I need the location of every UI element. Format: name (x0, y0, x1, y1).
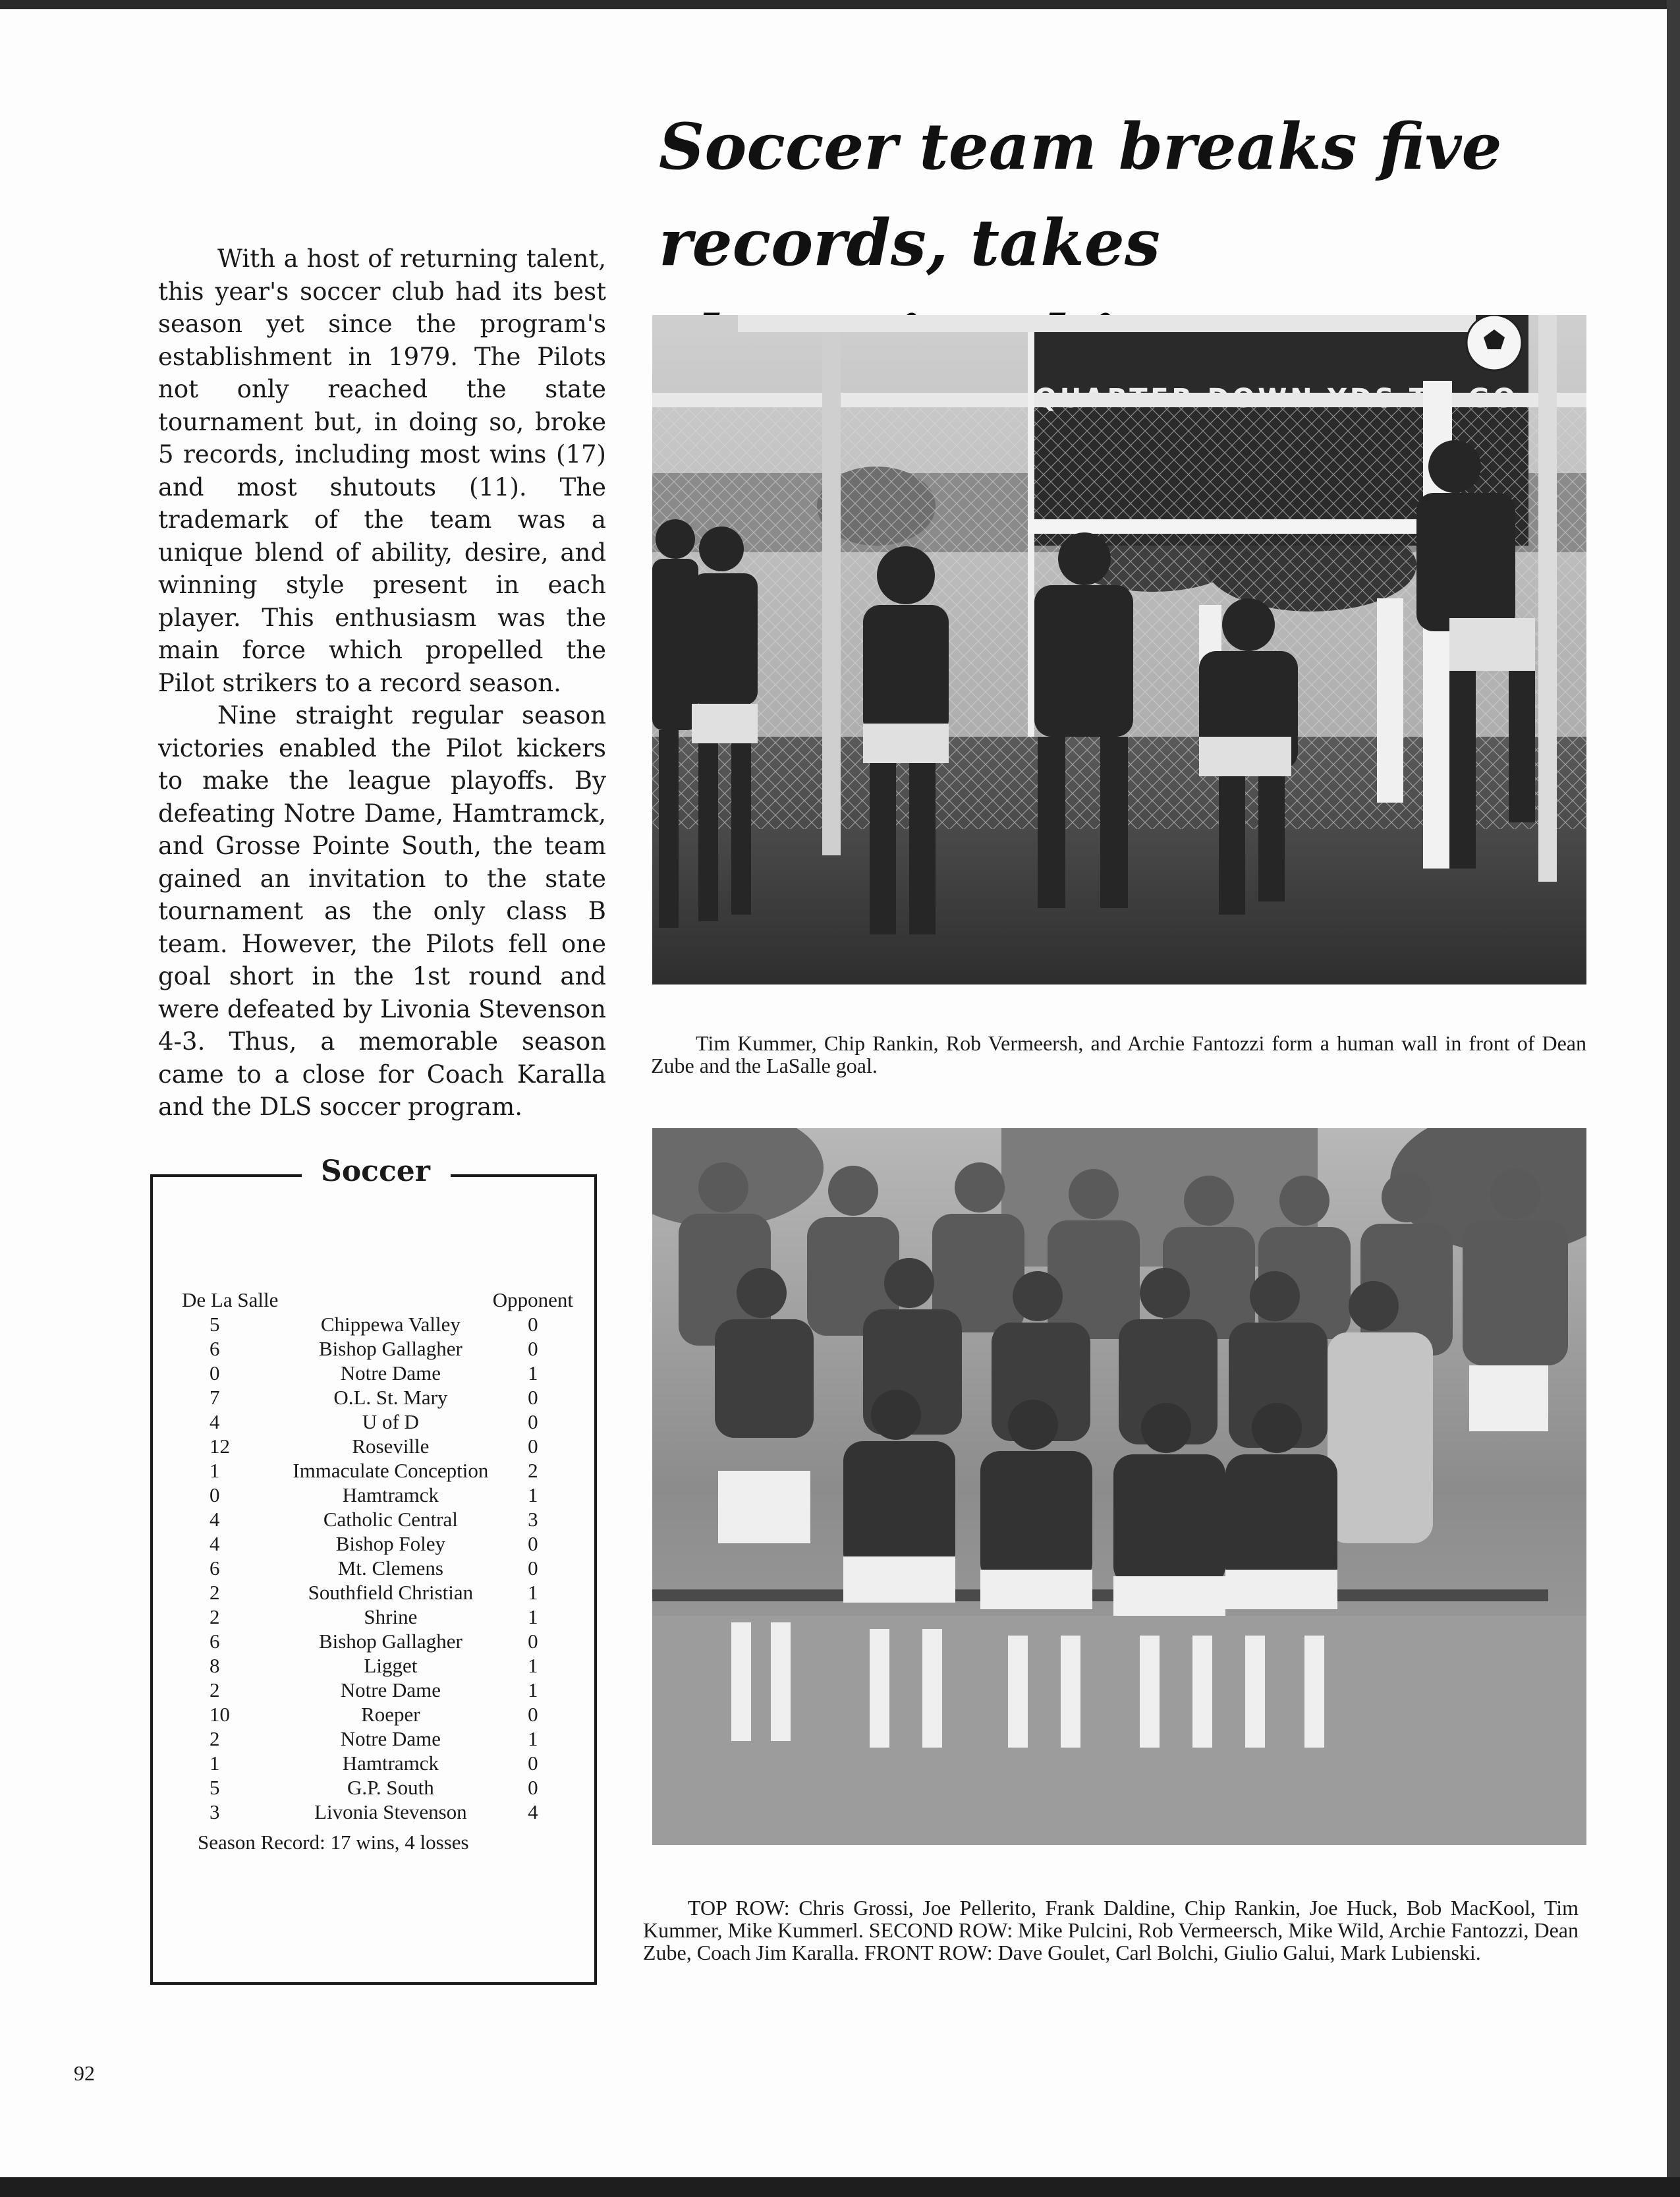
opponent-score: 1 (528, 1727, 538, 1750)
dls-score: 4 (210, 1410, 220, 1433)
dls-score: 6 (210, 1556, 220, 1580)
game-row (182, 1483, 573, 1507)
opponent-name: Livonia Stevenson (314, 1800, 467, 1823)
game-row (182, 1410, 573, 1434)
game-row (182, 1361, 573, 1385)
scan-edge-bottom (0, 2177, 1680, 2197)
dls-score: 2 (210, 1727, 220, 1750)
dls-score: 1 (210, 1752, 220, 1775)
game-row (182, 1556, 573, 1580)
opponent-name: Immaculate Conception (293, 1459, 489, 1482)
game-row (182, 1800, 573, 1824)
game-row (182, 1629, 573, 1653)
game-row (182, 1702, 573, 1726)
opponent-name: Chippewa Valley (320, 1313, 461, 1336)
opponent-score: 1 (528, 1605, 538, 1628)
article-paragraph: Nine straight regular season victories enabled the Pilot kickers to make the league playoffs. By defeating Notre Dame, Hamtramck, and Grosse Pointe South, the team gained an invitation to the state tournament as the only class B team. However, the Pilots fell one goal short in the 1st round and were defeated by Livonia Stevenson 4-3. Thus, a memorable season came to a close for Coach Karalla and the DLS soccer program. (158, 701, 606, 1121)
game-row (182, 1775, 573, 1800)
opponent-name: Bishop Foley (335, 1532, 445, 1555)
opponent-score: 4 (528, 1800, 538, 1823)
opponent-name: Mt. Clemens (337, 1556, 443, 1580)
dls-score: 12 (210, 1435, 230, 1458)
opponent-score: 0 (528, 1630, 538, 1653)
header-opponent: Opponent (492, 1288, 573, 1311)
box-rule-right (451, 1174, 594, 1177)
article-paragraph: With a host of returning talent, this year's soccer club had its best season yet since the program's establishment in 1979. The Pilots not only reached the state tournament but, in doing so, broke 5 records, including most wins (17) and most shutouts (11). The trademark of the team was a unique blend of ability, desire, and winning style present in each player. This enthusiasm was the main force which propelled the Pilot strikers to a record season. (158, 244, 606, 697)
opponent-score: 0 (528, 1410, 538, 1433)
game-row (182, 1507, 573, 1531)
opponent-name: G.P. South (347, 1776, 434, 1799)
page-number: 92 (74, 2061, 95, 2085)
game-row (182, 1726, 573, 1751)
headline-line-2: records, takes (659, 206, 1160, 280)
dls-score: 5 (210, 1313, 220, 1336)
dls-score: 2 (210, 1678, 220, 1701)
opponent-name: Bishop Gallagher (318, 1630, 462, 1653)
opponent-score: 0 (528, 1386, 538, 1409)
opponent-score: 1 (528, 1483, 538, 1506)
opponent-score: 3 (528, 1508, 538, 1531)
dls-score: 0 (210, 1483, 220, 1506)
dls-score: 10 (210, 1703, 230, 1726)
scan-edge-right (1667, 0, 1680, 2197)
opponent-name: Hamtramck (342, 1483, 439, 1506)
dls-score: 6 (210, 1630, 220, 1653)
dls-score: 6 (210, 1337, 220, 1360)
game-row (182, 1751, 573, 1775)
opponent-score: 0 (528, 1532, 538, 1555)
opponent-score: 1 (528, 1654, 538, 1677)
game-row (182, 1434, 573, 1458)
dls-score: 4 (210, 1508, 220, 1531)
game-row (182, 1678, 573, 1702)
opponent-name: Ligget (364, 1654, 418, 1677)
season-record: Season Record: 17 wins, 4 losses (198, 1831, 469, 1854)
dls-score: 7 (210, 1386, 220, 1409)
opponent-score: 2 (528, 1459, 538, 1482)
opponent-name: Southfield Christian (308, 1581, 474, 1604)
headline-line-1: Soccer team breaks five (659, 109, 1502, 184)
article-body (158, 243, 606, 1124)
game-row (182, 1653, 573, 1678)
opponent-score: 1 (528, 1361, 538, 1384)
game-row (182, 1531, 573, 1556)
header-dls: De La Salle (182, 1288, 279, 1311)
opponent-name: U of D (362, 1410, 419, 1433)
dls-score: 3 (210, 1800, 220, 1823)
dls-score: 5 (210, 1776, 220, 1799)
dls-score: 8 (210, 1654, 220, 1677)
results-header-row (182, 1288, 573, 1312)
team-photo (652, 1128, 1586, 1845)
opponent-score: 1 (528, 1581, 538, 1604)
opponent-score: 0 (528, 1313, 538, 1336)
results-body (182, 1312, 573, 1824)
opponent-score: 1 (528, 1678, 538, 1701)
scan-edge-top (0, 0, 1680, 9)
opponent-score: 0 (528, 1703, 538, 1726)
opponent-score: 0 (528, 1337, 538, 1360)
opponent-name: Roeper (361, 1703, 420, 1726)
action-photo-caption: Tim Kummer, Chip Rankin, Rob Vermeersh, and Archie Fantozzi form a human wall in front of Dean Zube and the LaSalle goal. (651, 1031, 1586, 1077)
opponent-name: Shrine (364, 1605, 418, 1628)
opponent-score: 0 (528, 1752, 538, 1775)
action-photo (652, 315, 1586, 984)
dls-score: 1 (210, 1459, 220, 1482)
opponent-score: 0 (528, 1776, 538, 1799)
game-row (182, 1336, 573, 1361)
game-row (182, 1605, 573, 1629)
opponent-name: O.L. St. Mary (333, 1386, 448, 1409)
results-box-title: Soccer (321, 1155, 430, 1188)
dls-score: 2 (210, 1581, 220, 1604)
team-photo-caption: TOP ROW: Chris Grossi, Joe Pellerito, Frank Daldine, Chip Rankin, Joe Huck, Bob MacKool, Tim Kummer, Mike Kummerl. SECOND ROW: Mike Pulcini, Rob Vermeersch, Mike Wild, Archie Fantozzi, Dean Zube, Coach Jim Karalla. FRONT ROW: Dave Goulet, Carl Bolchi, Giulio Galui, Mark Lubienski. (643, 1896, 1579, 1964)
game-row (182, 1385, 573, 1410)
results-table (182, 1288, 573, 1824)
dls-score: 4 (210, 1532, 220, 1555)
opponent-name: Notre Dame (340, 1727, 441, 1750)
dls-score: 0 (210, 1361, 220, 1384)
game-row (182, 1458, 573, 1483)
opponent-name: Notre Dame (340, 1678, 441, 1701)
opponent-name: Catholic Central (323, 1508, 458, 1531)
game-row (182, 1312, 573, 1336)
game-row (182, 1580, 573, 1605)
dls-score: 2 (210, 1605, 220, 1628)
opponent-name: Hamtramck (342, 1752, 439, 1775)
opponent-score: 0 (528, 1556, 538, 1580)
opponent-name: Roseville (352, 1435, 430, 1458)
opponent-name: Bishop Gallagher (318, 1337, 462, 1360)
box-rule-left (150, 1174, 302, 1177)
opponent-score: 0 (528, 1435, 538, 1458)
opponent-name: Notre Dame (340, 1361, 441, 1384)
